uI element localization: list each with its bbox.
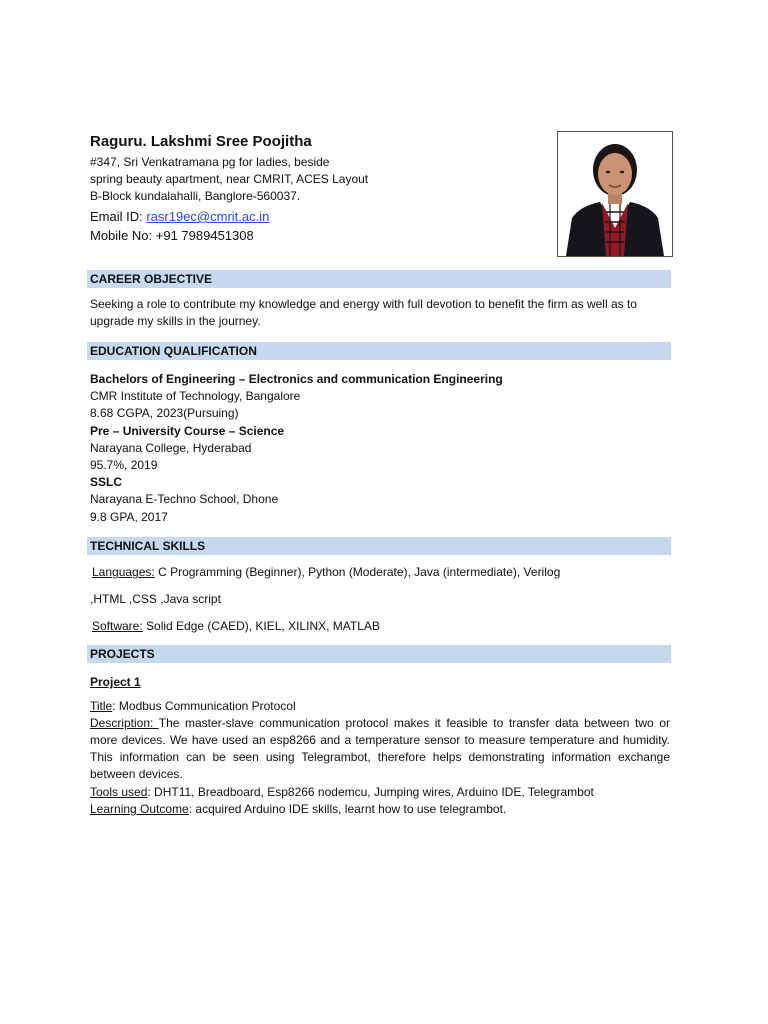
education-institute: CMR Institute of Technology, Bangalore xyxy=(90,389,301,404)
education-score: 8.68 CGPA, 2023(Pursuing) xyxy=(90,406,239,421)
education-list xyxy=(90,371,503,526)
education-score: 95.7%, 2019 xyxy=(90,458,158,473)
project-tools xyxy=(90,784,594,801)
career-objective-text: Seeking a role to contribute my knowledge and energy with full devotion to benefit the firm as well as to upgrade my skills in the journey. xyxy=(90,297,637,328)
email-row xyxy=(90,207,269,226)
education-degree: Pre – University Course – Science xyxy=(90,423,285,438)
project-outcome-value: : acquired Arduino IDE skills, learnt how to use telegrambot. xyxy=(188,802,507,816)
profile-photo xyxy=(557,131,673,257)
section-projects: PROJECTS xyxy=(87,645,671,663)
education-institute: Narayana College, Hyderabad xyxy=(90,440,252,455)
project-outcome-label: Learning Outcome xyxy=(90,802,189,816)
project-title-value: : Modbus Communication Protocol xyxy=(112,699,296,713)
skills-languages-continued: ,HTML ,CSS ,Java script xyxy=(90,592,221,606)
candidate-name: Raguru. Lakshmi Sree Poojitha xyxy=(90,133,312,150)
email-label: Email ID: xyxy=(90,209,147,224)
project-tools-value: : DHT11, Breadboard, Esp8266 nodemcu, Jumping wires, Arduino IDE, Telegrambot xyxy=(147,785,594,799)
address-line-2: spring beauty apartment, near CMRIT, ACES Layout xyxy=(90,172,369,186)
section-education: EDUCATION QUALIFICATION xyxy=(87,342,671,360)
languages-value: C Programming (Beginner), Python (Moderate), Java (intermediate), Verilog xyxy=(154,565,561,579)
address-line-3: B-Block kundalahalli, Banglore-560037. xyxy=(90,189,301,203)
project-description-label: Description: xyxy=(90,716,159,730)
education-degree: Bachelors of Engineering – Electronics and communication Engineering xyxy=(90,372,503,386)
contact-info xyxy=(90,207,269,245)
email-link[interactable]: rasr19ec@cmrit.ac.in xyxy=(146,209,270,224)
project-description-value: The master-slave communication protocol makes it feasible to transfer data between two or more devices. We have used an esp8266 and a temperature sensor to measure temperature and humidity. This information can be seen using Telegrambot, therefore helps demonstrating information exchange between devices. xyxy=(90,716,670,781)
project-tools-label: Tools used xyxy=(90,785,148,799)
project-title xyxy=(90,698,296,715)
section-technical-skills: TECHNICAL SKILLS xyxy=(87,537,671,555)
education-institute: Narayana E-Techno School, Dhone xyxy=(90,492,279,507)
languages-label: Languages: xyxy=(92,565,155,579)
address-line-1: #347, Sri Venkatramana pg for ladies, beside xyxy=(90,155,330,169)
software-value: Solid Edge (CAED), KIEL, XILINX, MATLAB xyxy=(142,619,380,633)
skills-software xyxy=(92,618,380,635)
person-silhouette-icon xyxy=(558,132,672,256)
address xyxy=(90,154,368,205)
project-title-label: Title xyxy=(90,699,113,713)
project-heading: Project 1 xyxy=(90,675,141,689)
software-label: Software: xyxy=(92,619,143,633)
section-career-objective: CAREER OBJECTIVE xyxy=(87,270,671,288)
skills-languages xyxy=(92,564,560,581)
project-outcome xyxy=(90,801,506,818)
mobile-number: Mobile No: +91 7989451308 xyxy=(90,228,254,243)
education-degree: SSLC xyxy=(90,475,123,490)
education-score: 9.8 GPA, 2017 xyxy=(90,509,168,524)
project-description xyxy=(90,715,670,783)
